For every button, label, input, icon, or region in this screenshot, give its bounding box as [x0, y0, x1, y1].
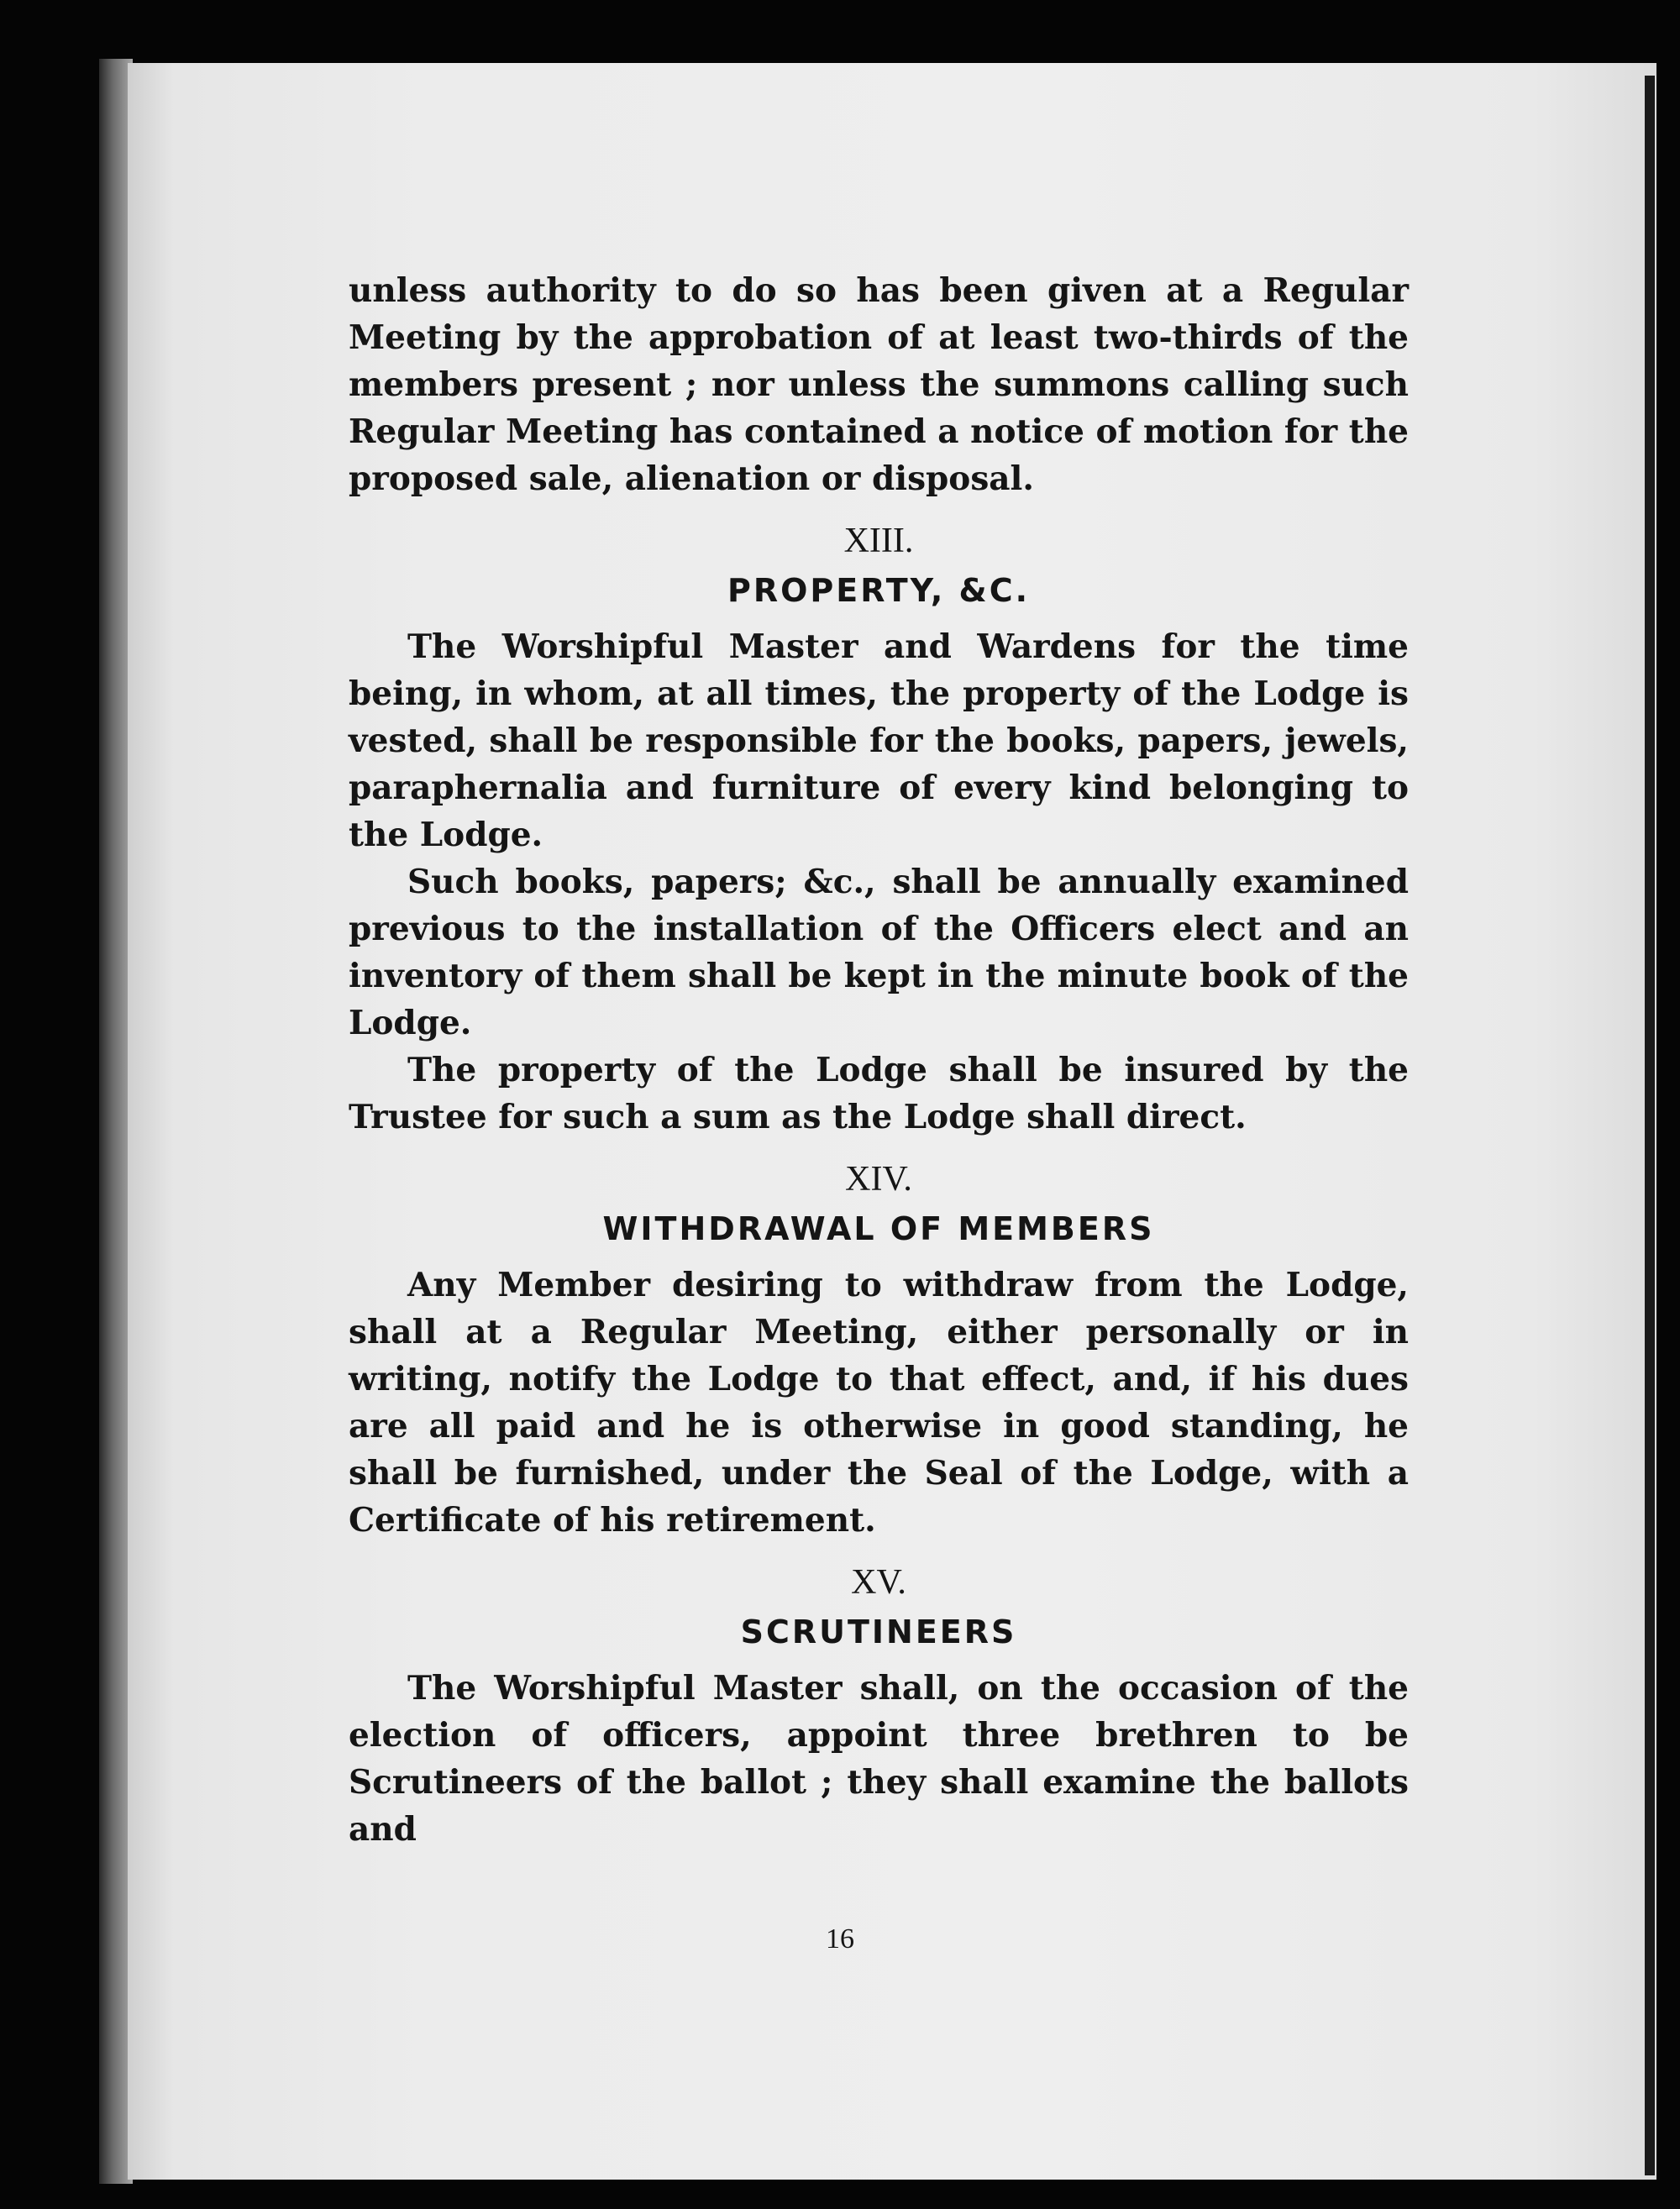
page-number: 16: [826, 1923, 854, 1955]
paragraph: The Worshipful Master shall, on the occasion of the election of officers, appoint three brethren to be Scrutineers of the ballot ; they shall examine the ballots and: [349, 1669, 1409, 1849]
section-heading: SCRUTINEERS: [740, 1613, 1017, 1650]
section-heading: PROPERTY, &C.: [727, 572, 1031, 609]
opening-paragraph: unless authority to do so has been given at a Regular Meeting by the approbation of at least two-thirds of the members present ; nor unless the summons calling such Regular Meeting has contained a notice of motion for the proposed sale, alienation or disposal.: [349, 271, 1409, 498]
page-right-edge: [1645, 76, 1655, 2175]
paragraph: Any Member desiring to withdraw from the Lodge, shall at a Regular Meeting, either personally or in writing, notify the Lodge to that effect, and, if his dues are all paid and he is otherwise in good standing, he shall be furnished, under the Seal of the Lodge, with a Certificate of his retirement.: [349, 1266, 1409, 1540]
paragraph: The Worshipful Master and Wardens for the time being, in whom, at all times, the property of the Lodge is vested, shall be responsible for the books, papers, jewels, paraphernalia and furniture of every kind belonging to the Lodge.: [349, 627, 1409, 854]
section-xv: [349, 1559, 1409, 1853]
paragraph: Such books, papers; &c., shall be annually examined previous to the installation of the Officers elect and an inventory of them shall be kept in the minute book of the Lodge.: [349, 863, 1409, 1042]
section-heading: WITHDRAWAL OF MEMBERS: [602, 1210, 1155, 1247]
section-xiii: [349, 517, 1409, 1141]
section-numeral: XIII.: [843, 522, 914, 560]
section-numeral: XIV.: [845, 1160, 912, 1199]
section-xiv: [349, 1156, 1409, 1544]
paragraph: The property of the Lodge shall be insured by the Trustee for such a sum as the Lodge shall direct.: [349, 1051, 1409, 1136]
page-text: [349, 267, 1409, 1853]
section-numeral: XV.: [851, 1563, 906, 1602]
